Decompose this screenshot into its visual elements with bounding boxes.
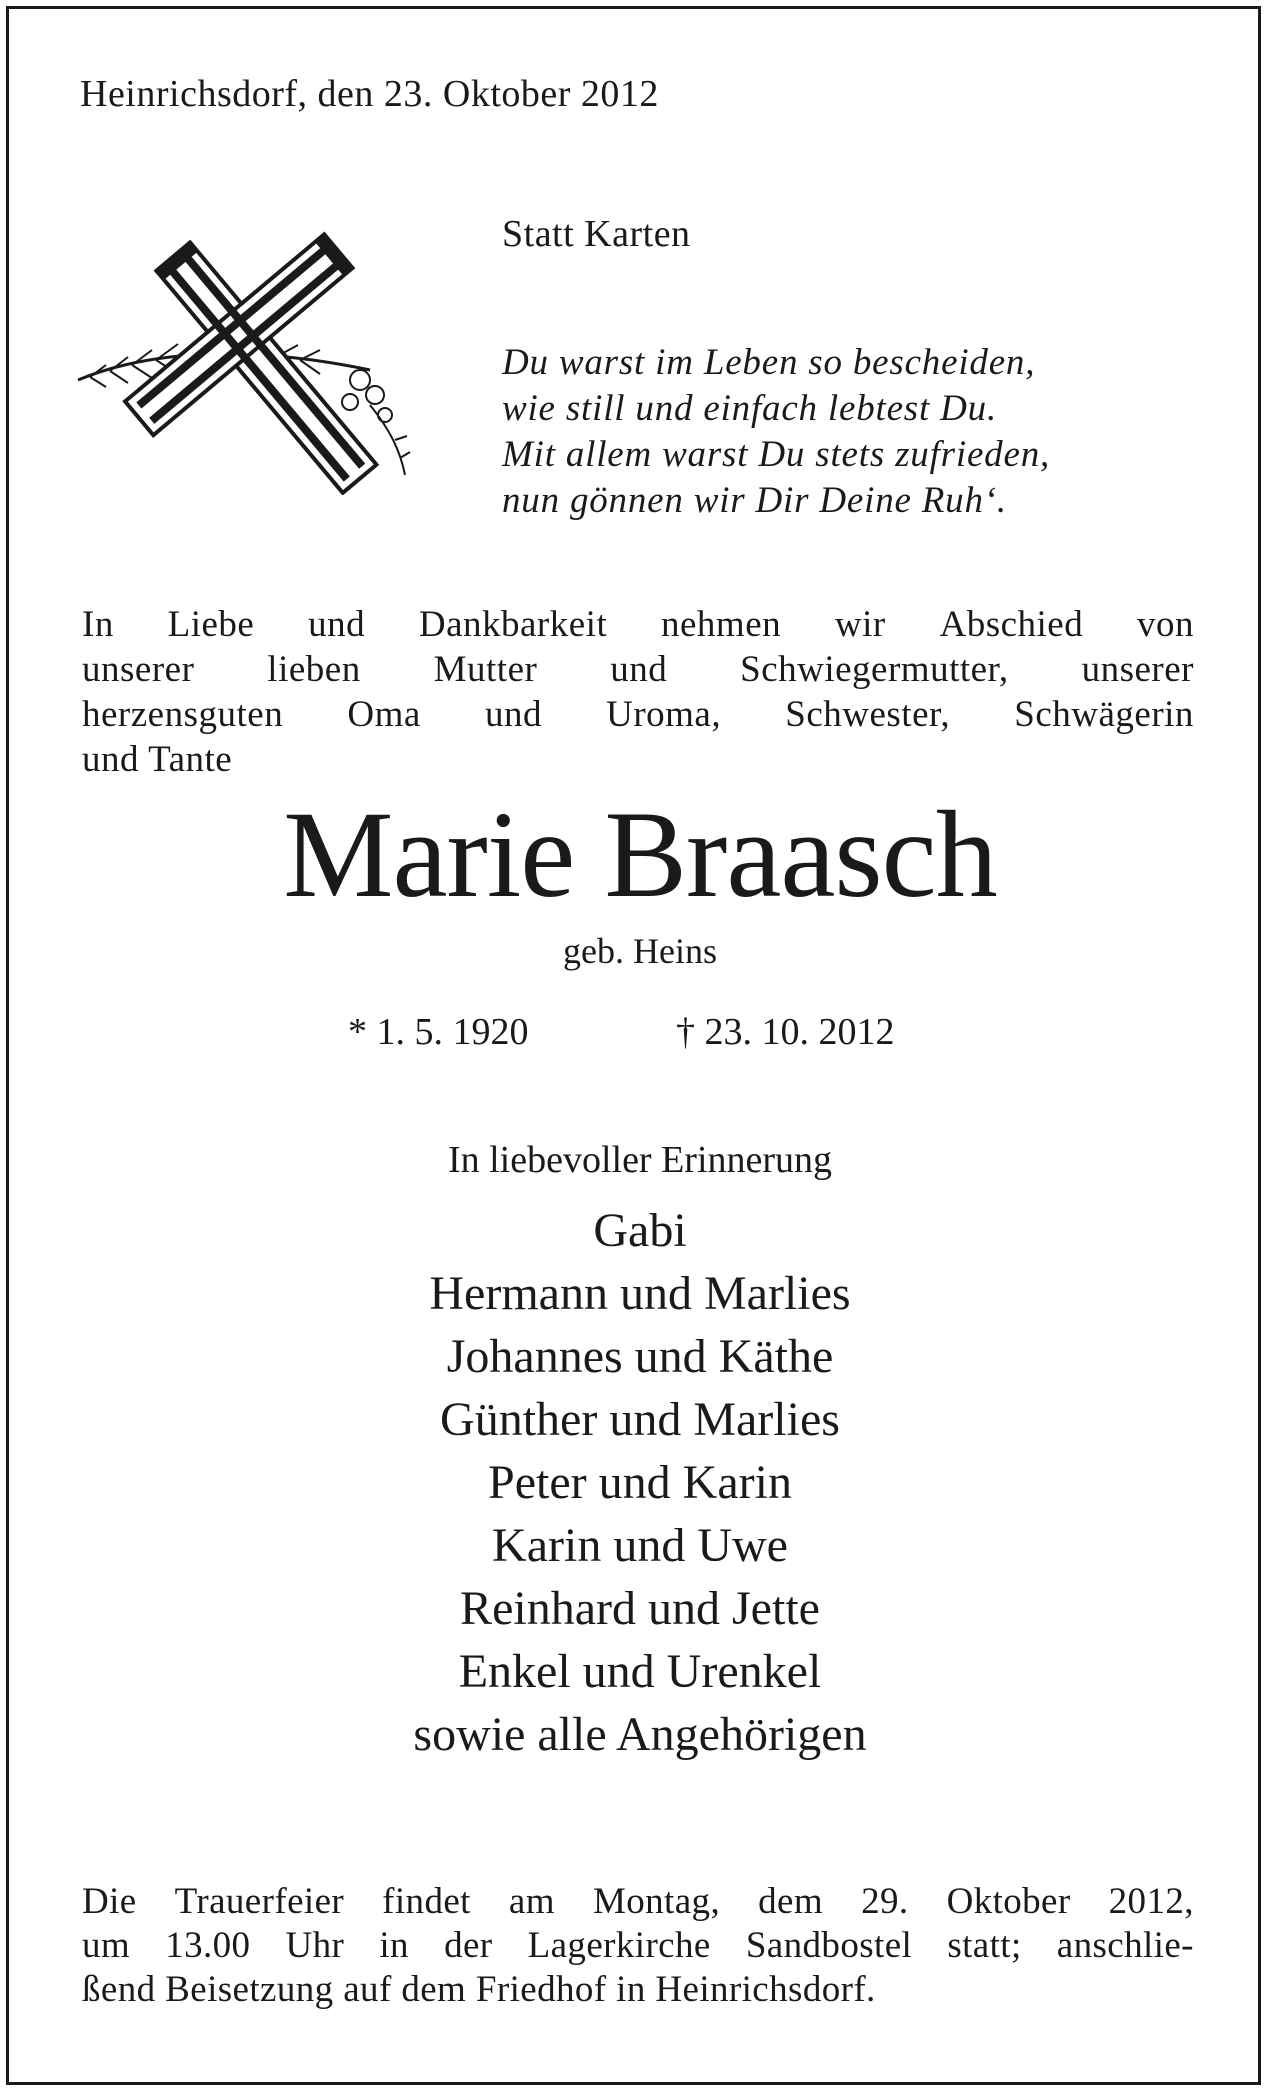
word: anschlie- xyxy=(1056,1925,1194,1966)
word: Lagerkirche xyxy=(527,1925,711,1966)
word: 2012, xyxy=(1108,1881,1194,1922)
mourner-line: Hermann und Marlies xyxy=(429,1267,851,1320)
word: nehmen xyxy=(661,604,782,645)
word: und xyxy=(484,694,542,735)
word: Montag, xyxy=(592,1881,721,1922)
funeral-line: ßend Beisetzung auf dem Friedhof in Heinrichsdorf. xyxy=(82,1969,876,2010)
word: Mutter xyxy=(433,649,538,690)
funeral-line xyxy=(82,1880,1194,1924)
mourner-line: Günther und Marlies xyxy=(440,1393,840,1446)
word: der xyxy=(444,1925,493,1966)
cross-with-palm-branch-icon xyxy=(70,230,450,495)
intro-line xyxy=(82,602,1194,647)
mourner-line: Johannes und Käthe xyxy=(446,1330,834,1383)
poem-line: Du warst im Leben so bescheiden, xyxy=(502,342,1036,383)
word: und xyxy=(308,604,366,645)
word: Oma xyxy=(347,694,421,735)
word: von xyxy=(1137,604,1194,645)
deceased-name: Marie Braasch xyxy=(283,786,997,923)
statt-karten: Statt Karten xyxy=(502,213,691,255)
mourner-line: Reinhard und Jette xyxy=(460,1582,820,1635)
poem-line: nun gönnen wir Dir Deine Ruh‘. xyxy=(502,480,1007,521)
poem-line: Mit allem warst Du stets zufrieden, xyxy=(502,434,1051,475)
intro-line xyxy=(82,692,1194,737)
funeral-line xyxy=(82,1924,1194,1968)
word: 29. xyxy=(861,1881,909,1922)
word: Trauerfeier xyxy=(174,1881,345,1922)
word: Liebe xyxy=(167,604,255,645)
word: Schwester, xyxy=(785,694,951,735)
mourner-line: Gabi xyxy=(593,1204,687,1257)
intro-line xyxy=(82,647,1194,692)
intro-paragraph xyxy=(82,602,1194,782)
word: Abschied xyxy=(939,604,1084,645)
word: und xyxy=(610,649,668,690)
mourner-line: Peter und Karin xyxy=(488,1456,792,1509)
word: Oktober xyxy=(946,1881,1071,1922)
word: Uhr xyxy=(285,1925,345,1966)
word: am xyxy=(508,1881,555,1922)
intro-line: und Tante xyxy=(82,739,233,780)
mourners-list xyxy=(0,1199,1280,1766)
memory-heading: In liebevoller Erinnerung xyxy=(447,1139,833,1181)
word: Die xyxy=(82,1881,137,1922)
word: findet xyxy=(382,1881,471,1922)
poem-line: wie still und einfach lebtest Du. xyxy=(502,388,998,429)
poem xyxy=(502,340,1050,524)
word: Uroma, xyxy=(606,694,722,735)
word: wir xyxy=(834,604,886,645)
word: unserer xyxy=(82,649,195,690)
word: Schwägerin xyxy=(1014,694,1194,735)
mourner-line: sowie alle Angehörigen xyxy=(413,1708,867,1761)
word: um xyxy=(82,1925,131,1966)
funeral-notice xyxy=(82,1880,1194,2012)
word: In xyxy=(82,604,114,645)
word: Dankbarkeit xyxy=(418,604,608,645)
word: lieben xyxy=(267,649,361,690)
maiden-name: geb. Heins xyxy=(563,931,717,971)
mourner-line: Enkel und Urenkel xyxy=(458,1645,822,1698)
word: unserer xyxy=(1081,649,1194,690)
mourner-line: Karin und Uwe xyxy=(492,1519,788,1572)
word: dem xyxy=(758,1881,824,1922)
place-date: Heinrichsdorf, den 23. Oktober 2012 xyxy=(80,73,659,115)
word: statt; xyxy=(947,1925,1022,1966)
word: in xyxy=(379,1925,409,1966)
death-date: † 23. 10. 2012 xyxy=(676,1011,895,1053)
word: 13.00 xyxy=(165,1925,251,1966)
birth-date: * 1. 5. 1920 xyxy=(348,1011,529,1053)
word: herzensguten xyxy=(82,694,284,735)
word: Schwiegermutter, xyxy=(740,649,1009,690)
word: Sandbostel xyxy=(745,1925,913,1966)
